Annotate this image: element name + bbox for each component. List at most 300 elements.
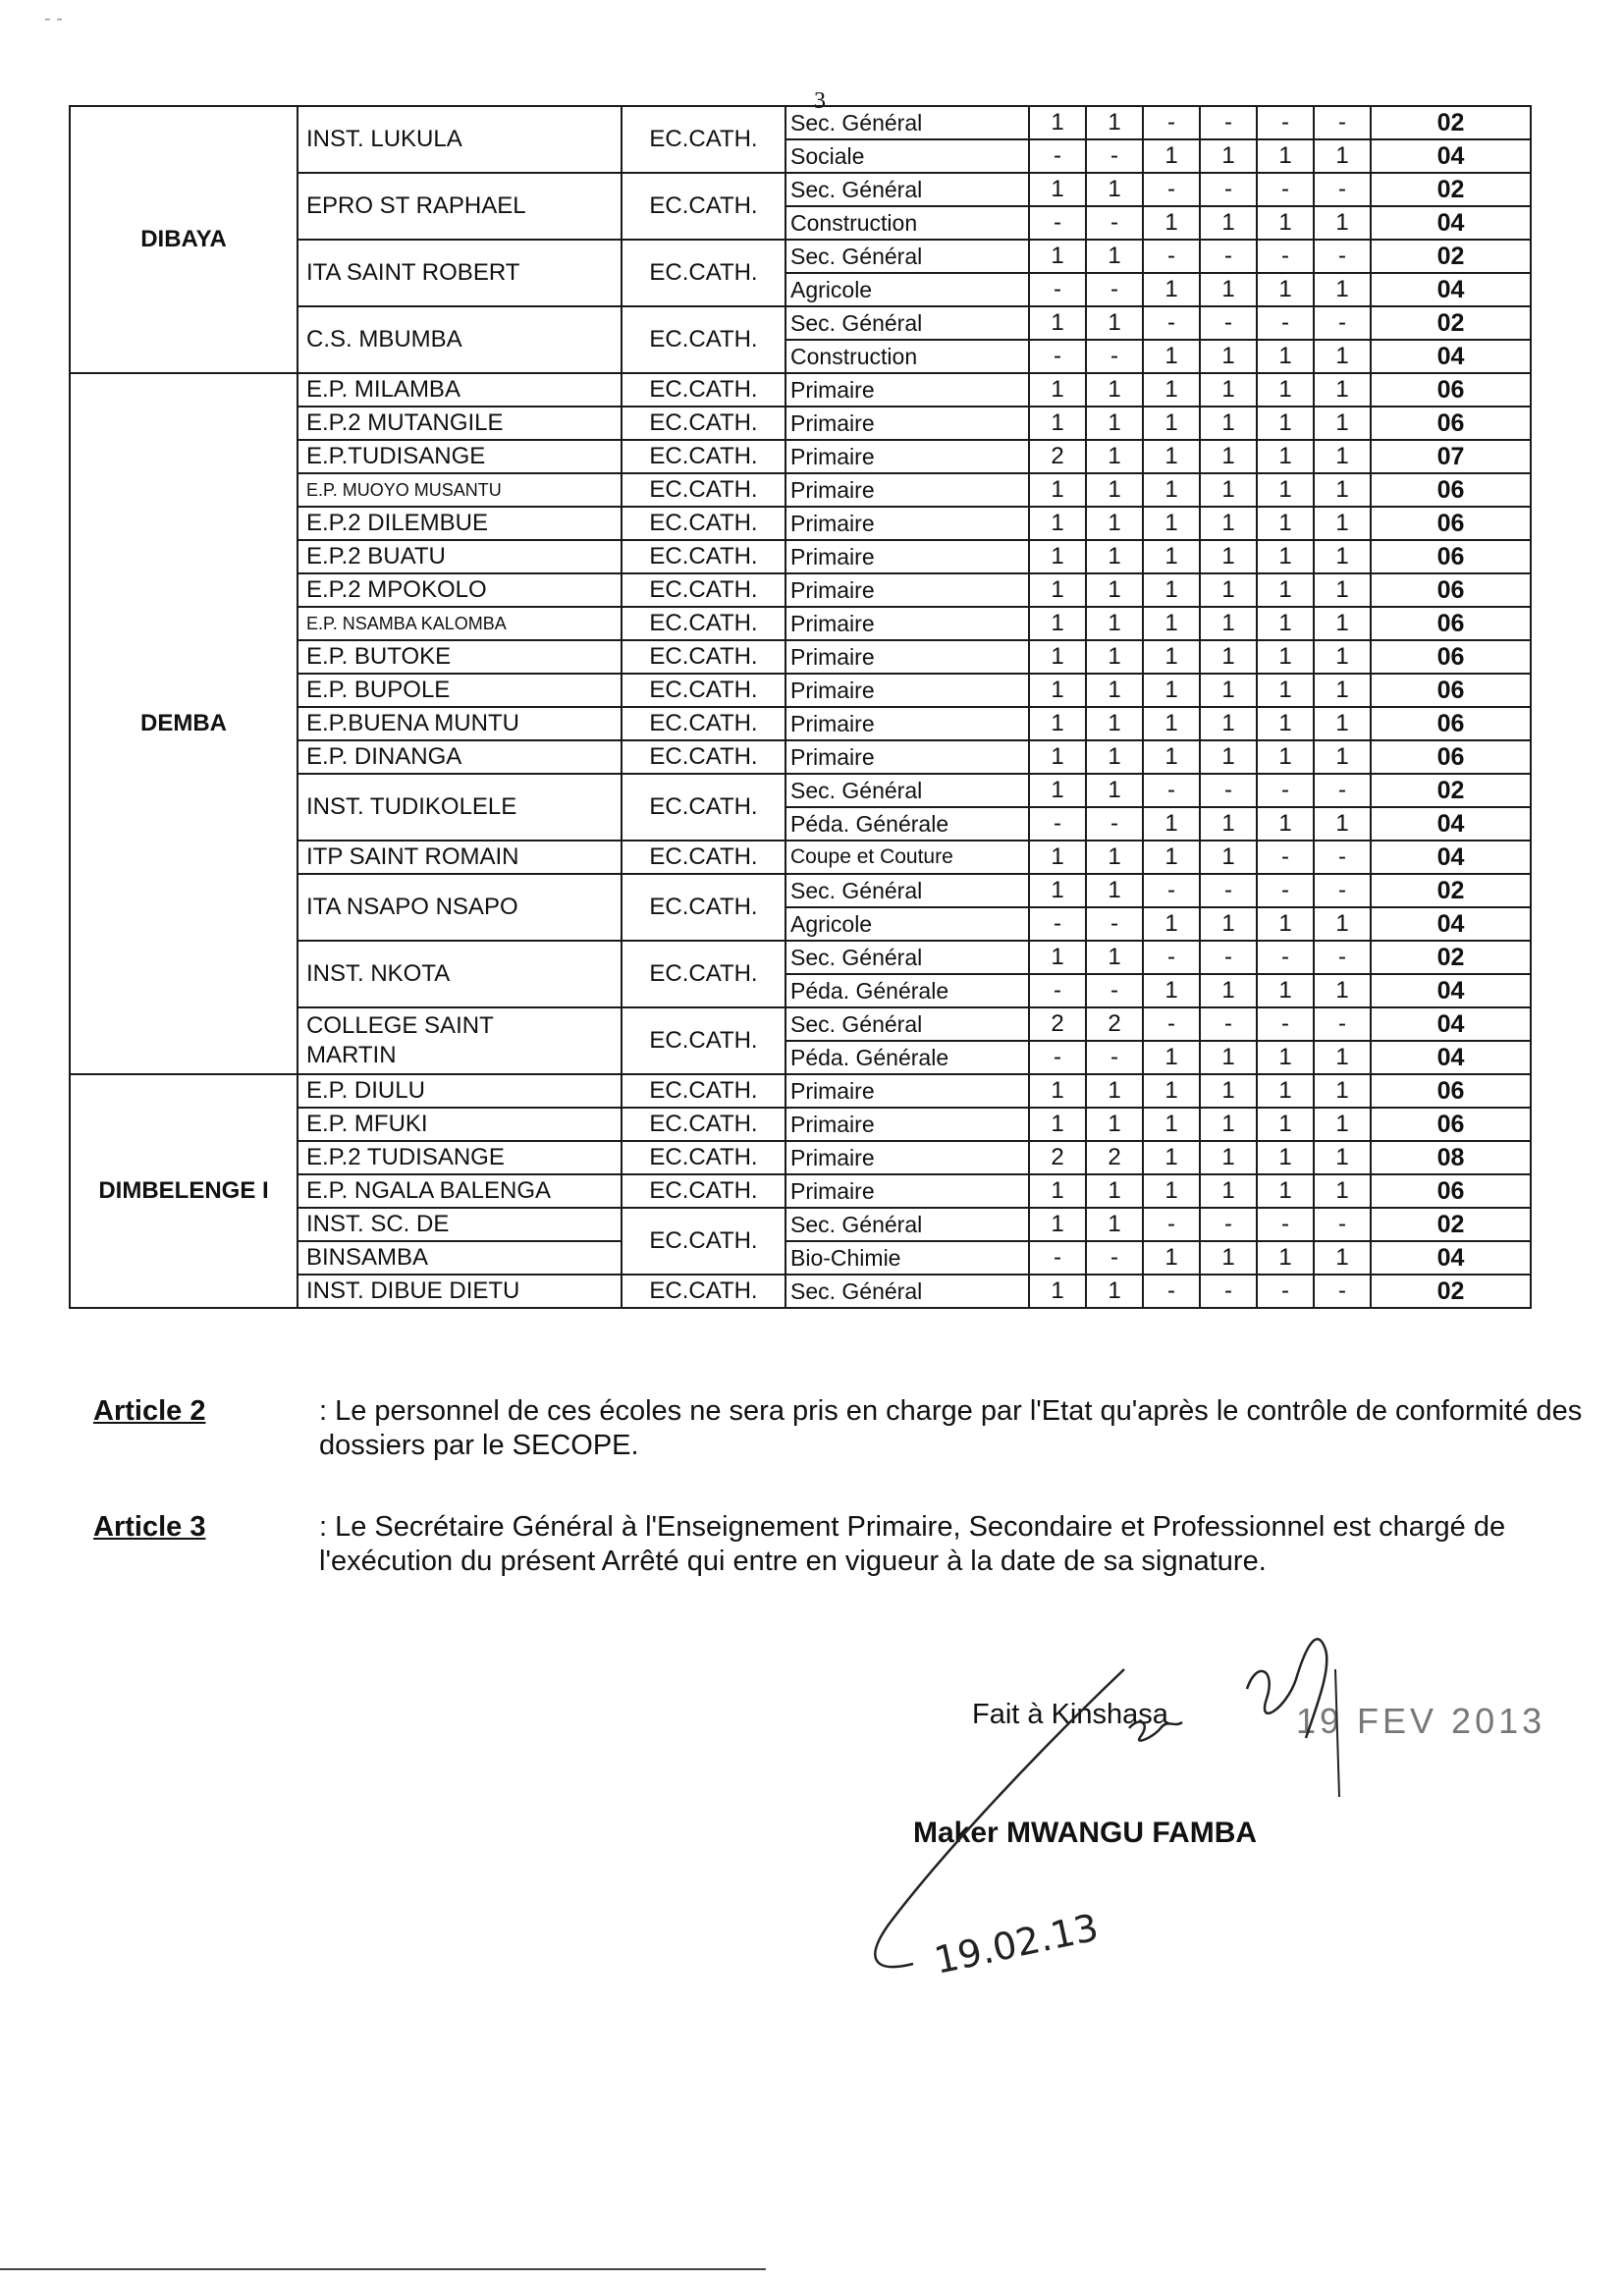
organisation-cell: EC.CATH.	[622, 607, 785, 640]
organisation-cell: EC.CATH.	[622, 240, 785, 306]
count-cell: 1	[1143, 540, 1200, 573]
total-cell: 02	[1371, 173, 1531, 206]
count-cell: 1	[1314, 507, 1371, 540]
count-cell: 1	[1314, 1174, 1371, 1208]
organisation-cell: EC.CATH.	[622, 173, 785, 240]
count-cell: 1	[1029, 473, 1086, 507]
organisation-cell: EC.CATH.	[622, 407, 785, 440]
option-cell: Primaire	[785, 1108, 1029, 1141]
count-cell: 1	[1029, 1108, 1086, 1141]
count-cell: 1	[1257, 573, 1314, 607]
count-cell: 1	[1143, 507, 1200, 540]
count-cell: -	[1029, 1241, 1086, 1275]
option-cell: Coupe et Couture	[785, 841, 1029, 874]
total-cell: 06	[1371, 507, 1531, 540]
count-cell: 1	[1200, 1141, 1257, 1174]
count-cell: 1	[1200, 1074, 1257, 1108]
count-cell: -	[1029, 1041, 1086, 1074]
count-cell: -	[1314, 941, 1371, 974]
count-cell: 1	[1086, 573, 1143, 607]
school-cell: INST. NKOTA	[298, 941, 622, 1007]
option-cell: Sec. Général	[785, 1208, 1029, 1241]
count-cell: 1	[1200, 1041, 1257, 1074]
count-cell: 1	[1086, 740, 1143, 774]
organisation-cell: EC.CATH.	[622, 1208, 785, 1275]
count-cell: 1	[1200, 707, 1257, 740]
option-cell: Sec. Général	[785, 941, 1029, 974]
count-cell: 1	[1029, 841, 1086, 874]
count-cell: 1	[1029, 507, 1086, 540]
count-cell: 1	[1200, 507, 1257, 540]
organisation-cell: EC.CATH.	[622, 707, 785, 740]
total-cell: 04	[1371, 1007, 1531, 1041]
count-cell: 1	[1143, 607, 1200, 640]
count-cell: -	[1029, 340, 1086, 373]
count-cell: 1	[1257, 907, 1314, 941]
count-cell: 1	[1086, 1208, 1143, 1241]
count-cell: 1	[1143, 807, 1200, 841]
count-cell: 1	[1257, 640, 1314, 674]
count-cell: 1	[1086, 640, 1143, 674]
organisation-cell: EC.CATH.	[622, 306, 785, 373]
count-cell: -	[1200, 106, 1257, 139]
count-cell: 2	[1086, 1007, 1143, 1041]
count-cell: 1	[1257, 707, 1314, 740]
count-cell: 1	[1086, 106, 1143, 139]
count-cell: 1	[1257, 974, 1314, 1007]
count-cell: 1	[1029, 573, 1086, 607]
count-cell: 1	[1200, 340, 1257, 373]
total-cell: 04	[1371, 807, 1531, 841]
count-cell: 2	[1029, 440, 1086, 473]
total-cell: 06	[1371, 740, 1531, 774]
school-cell: ITP SAINT ROMAIN	[298, 841, 622, 874]
count-cell: 2	[1029, 1141, 1086, 1174]
total-cell: 06	[1371, 473, 1531, 507]
total-cell: 02	[1371, 874, 1531, 907]
count-cell: -	[1029, 139, 1086, 173]
count-cell: -	[1257, 941, 1314, 974]
option-cell: Agricole	[785, 907, 1029, 941]
count-cell: 1	[1086, 507, 1143, 540]
count-cell: 1	[1200, 440, 1257, 473]
count-cell: 1	[1029, 607, 1086, 640]
count-cell: -	[1257, 240, 1314, 273]
option-cell: Sec. Général	[785, 874, 1029, 907]
school-cell: EPRO ST RAPHAEL	[298, 173, 622, 240]
count-cell: -	[1143, 306, 1200, 340]
count-cell: 1	[1200, 674, 1257, 707]
count-cell: 1	[1257, 1041, 1314, 1074]
total-cell: 06	[1371, 1074, 1531, 1108]
count-cell: 1	[1200, 640, 1257, 674]
count-cell: 2	[1086, 1141, 1143, 1174]
count-cell: -	[1143, 1007, 1200, 1041]
total-cell: 06	[1371, 573, 1531, 607]
count-cell: 1	[1257, 674, 1314, 707]
option-cell: Primaire	[785, 440, 1029, 473]
count-cell: -	[1029, 907, 1086, 941]
organisation-cell: EC.CATH.	[622, 373, 785, 407]
count-cell: -	[1143, 941, 1200, 974]
count-cell: 1	[1200, 1108, 1257, 1141]
school-cell: E.P. MFUKI	[298, 1108, 622, 1141]
bottom-rule	[0, 2268, 766, 2270]
count-cell: 1	[1143, 1074, 1200, 1108]
article-2-text: : Le personnel de ces écoles ne sera pris en charge par l'Etat qu'après le contrôle de conformité des dossiers par le SECOPE.	[319, 1395, 1583, 1461]
count-cell: 1	[1314, 674, 1371, 707]
school-cell: E.P.2 BUATU	[298, 540, 622, 573]
count-cell: 1	[1314, 974, 1371, 1007]
count-cell: -	[1200, 306, 1257, 340]
count-cell: 1	[1314, 473, 1371, 507]
count-cell: 1	[1143, 707, 1200, 740]
count-cell: 1	[1029, 407, 1086, 440]
count-cell: 1	[1029, 1208, 1086, 1241]
total-cell: 02	[1371, 106, 1531, 139]
count-cell: 1	[1200, 841, 1257, 874]
count-cell: 1	[1086, 473, 1143, 507]
option-cell: Primaire	[785, 473, 1029, 507]
count-cell: 1	[1200, 206, 1257, 240]
organisation-cell: EC.CATH.	[622, 573, 785, 607]
total-cell: 04	[1371, 273, 1531, 306]
count-cell: -	[1086, 907, 1143, 941]
school-cell: INST. SC. DE	[298, 1208, 622, 1241]
option-cell: Primaire	[785, 407, 1029, 440]
school-cell: E.P. BUTOKE	[298, 640, 622, 674]
count-cell: 1	[1086, 440, 1143, 473]
count-cell: -	[1143, 106, 1200, 139]
count-cell: 1	[1029, 1174, 1086, 1208]
school-cell: E.P.2 MUTANGILE	[298, 407, 622, 440]
organisation-cell: EC.CATH.	[622, 674, 785, 707]
school-name-line: COLLEGE SAINT	[306, 1012, 494, 1039]
count-cell: 1	[1029, 306, 1086, 340]
total-cell: 02	[1371, 1208, 1531, 1241]
school-cell: E.P. NGALA BALENGA	[298, 1174, 622, 1208]
count-cell: -	[1200, 1208, 1257, 1241]
count-cell: 1	[1086, 373, 1143, 407]
count-cell: 2	[1029, 1007, 1086, 1041]
count-cell: 1	[1143, 640, 1200, 674]
count-cell: 1	[1086, 1174, 1143, 1208]
svg-text:19.02.13: 19.02.13	[930, 1905, 1103, 1982]
count-cell: 1	[1257, 340, 1314, 373]
page-number: 3	[814, 88, 826, 114]
count-cell: 1	[1257, 139, 1314, 173]
total-cell: 04	[1371, 841, 1531, 874]
option-cell: Primaire	[785, 573, 1029, 607]
school-cell: ITA SAINT ROBERT	[298, 240, 622, 306]
count-cell: 1	[1314, 440, 1371, 473]
option-cell: Primaire	[785, 740, 1029, 774]
count-cell: 1	[1029, 240, 1086, 273]
count-cell: -	[1086, 1241, 1143, 1275]
count-cell: 1	[1143, 139, 1200, 173]
count-cell: -	[1314, 1208, 1371, 1241]
organisation-cell: EC.CATH.	[622, 540, 785, 573]
count-cell: 1	[1257, 1241, 1314, 1275]
school-cell: E.P. DIULU	[298, 1074, 622, 1108]
option-cell: Sec. Général	[785, 1007, 1029, 1041]
scan-mark: - -	[44, 8, 63, 29]
count-cell: 1	[1143, 273, 1200, 306]
school-cell: E.P.TUDISANGE	[298, 440, 622, 473]
count-cell: -	[1029, 206, 1086, 240]
school-cell: INST. DIBUE DIETU	[298, 1275, 622, 1308]
count-cell: 1	[1143, 841, 1200, 874]
total-cell: 04	[1371, 206, 1531, 240]
organisation-cell: EC.CATH.	[622, 440, 785, 473]
option-cell: Primaire	[785, 1074, 1029, 1108]
count-cell: -	[1257, 1275, 1314, 1308]
count-cell: 1	[1314, 807, 1371, 841]
school-cell: E.P.2 TUDISANGE	[298, 1141, 622, 1174]
organisation-cell: EC.CATH.	[622, 473, 785, 507]
count-cell: 1	[1086, 306, 1143, 340]
school-cell: BINSAMBA	[298, 1241, 622, 1275]
count-cell: -	[1143, 774, 1200, 807]
school-cell: E.P. MILAMBA	[298, 373, 622, 407]
count-cell: 1	[1143, 974, 1200, 1007]
option-cell: Primaire	[785, 640, 1029, 674]
option-cell: Sec. Général	[785, 306, 1029, 340]
count-cell: -	[1314, 1007, 1371, 1041]
count-cell: 1	[1200, 407, 1257, 440]
count-cell: -	[1314, 874, 1371, 907]
count-cell: -	[1257, 306, 1314, 340]
count-cell: -	[1200, 774, 1257, 807]
option-cell: Primaire	[785, 540, 1029, 573]
count-cell: 1	[1200, 473, 1257, 507]
option-cell: Primaire	[785, 507, 1029, 540]
count-cell: -	[1029, 807, 1086, 841]
total-cell: 04	[1371, 907, 1531, 941]
option-cell: Sec. Général	[785, 240, 1029, 273]
count-cell: 1	[1143, 1108, 1200, 1141]
count-cell: 1	[1200, 273, 1257, 306]
school-cell: E.P.2 MPOKOLO	[298, 573, 622, 607]
school-cell: E.P.2 DILEMBUE	[298, 507, 622, 540]
count-cell: -	[1086, 206, 1143, 240]
count-cell: 1	[1029, 941, 1086, 974]
count-cell: -	[1314, 1275, 1371, 1308]
count-cell: -	[1143, 1208, 1200, 1241]
total-cell: 04	[1371, 139, 1531, 173]
total-cell: 06	[1371, 674, 1531, 707]
count-cell: -	[1143, 240, 1200, 273]
count-cell: 1	[1257, 740, 1314, 774]
count-cell: 1	[1314, 1041, 1371, 1074]
total-cell: 04	[1371, 1041, 1531, 1074]
total-cell: 04	[1371, 340, 1531, 373]
total-cell: 02	[1371, 306, 1531, 340]
option-cell: Sec. Général	[785, 106, 1029, 139]
school-cell: E.P. MUOYO MUSANTU	[298, 473, 622, 507]
count-cell: 1	[1200, 607, 1257, 640]
school-cell: E.P. BUPOLE	[298, 674, 622, 707]
total-cell: 06	[1371, 1174, 1531, 1208]
count-cell: 1	[1314, 573, 1371, 607]
organisation-cell: EC.CATH.	[622, 740, 785, 774]
count-cell: 1	[1143, 1241, 1200, 1275]
organisation-cell: EC.CATH.	[622, 1074, 785, 1108]
total-cell: 02	[1371, 240, 1531, 273]
count-cell: 1	[1086, 1074, 1143, 1108]
count-cell: 1	[1086, 1275, 1143, 1308]
count-cell: 1	[1029, 740, 1086, 774]
count-cell: -	[1143, 1275, 1200, 1308]
organisation-cell: EC.CATH.	[622, 507, 785, 540]
count-cell: 1	[1029, 640, 1086, 674]
count-cell: 1	[1200, 974, 1257, 1007]
option-cell: Primaire	[785, 373, 1029, 407]
option-cell: Agricole	[785, 273, 1029, 306]
count-cell: 1	[1257, 1074, 1314, 1108]
district-cell: DIBAYA	[70, 106, 298, 373]
organisation-cell: EC.CATH.	[622, 1108, 785, 1141]
school-cell: E.P.BUENA MUNTU	[298, 707, 622, 740]
total-cell: 08	[1371, 1141, 1531, 1174]
option-cell: Primaire	[785, 674, 1029, 707]
count-cell: 1	[1086, 707, 1143, 740]
count-cell: 1	[1029, 774, 1086, 807]
count-cell: 1	[1257, 540, 1314, 573]
count-cell: 1	[1143, 907, 1200, 941]
count-cell: 1	[1200, 573, 1257, 607]
count-cell: 1	[1257, 807, 1314, 841]
count-cell: -	[1200, 240, 1257, 273]
organisation-cell: EC.CATH.	[622, 841, 785, 874]
count-cell: -	[1086, 974, 1143, 1007]
count-cell: 1	[1257, 607, 1314, 640]
school-cell: E.P. DINANGA	[298, 740, 622, 774]
count-cell: -	[1086, 139, 1143, 173]
count-cell: 1	[1314, 707, 1371, 740]
count-cell: 1	[1314, 907, 1371, 941]
count-cell: -	[1143, 874, 1200, 907]
count-cell: 1	[1200, 1174, 1257, 1208]
school-name-line: MARTIN	[306, 1042, 397, 1068]
count-cell: 1	[1257, 373, 1314, 407]
count-cell: 1	[1314, 607, 1371, 640]
organisation-cell: EC.CATH.	[622, 1275, 785, 1308]
count-cell: -	[1086, 340, 1143, 373]
total-cell: 06	[1371, 373, 1531, 407]
option-cell: Péda. Générale	[785, 974, 1029, 1007]
total-cell: 06	[1371, 640, 1531, 674]
total-cell: 06	[1371, 407, 1531, 440]
count-cell: 1	[1143, 1174, 1200, 1208]
school-cell: INST. TUDIKOLELE	[298, 774, 622, 841]
count-cell: -	[1200, 941, 1257, 974]
district-cell: DIMBELENGE I	[70, 1074, 298, 1308]
count-cell: 1	[1086, 941, 1143, 974]
total-cell: 02	[1371, 941, 1531, 974]
count-cell: -	[1314, 306, 1371, 340]
count-cell: 1	[1086, 874, 1143, 907]
count-cell: -	[1029, 273, 1086, 306]
count-cell: 1	[1029, 707, 1086, 740]
count-cell: 1	[1143, 674, 1200, 707]
article-2-label: Article 2	[93, 1395, 206, 1427]
option-cell: Construction	[785, 340, 1029, 373]
count-cell: -	[1143, 173, 1200, 206]
school-cell: INST. LUKULA	[298, 106, 622, 173]
school-cell: C.S. MBUMBA	[298, 306, 622, 373]
option-cell: Primaire	[785, 1174, 1029, 1208]
count-cell: 1	[1086, 240, 1143, 273]
article-3-label: Article 3	[93, 1511, 206, 1543]
count-cell: 1	[1314, 206, 1371, 240]
count-cell: -	[1200, 874, 1257, 907]
count-cell: -	[1200, 1275, 1257, 1308]
count-cell: 1	[1314, 273, 1371, 306]
count-cell: 1	[1200, 139, 1257, 173]
stamp-date: 19 FEV 2013	[1296, 1701, 1546, 1741]
school-cell: ITA NSAPO NSAPO	[298, 874, 622, 941]
count-cell: -	[1200, 1007, 1257, 1041]
count-cell: 1	[1200, 907, 1257, 941]
count-cell: 1	[1314, 407, 1371, 440]
option-cell: Primaire	[785, 1141, 1029, 1174]
total-cell: 06	[1371, 607, 1531, 640]
total-cell: 06	[1371, 707, 1531, 740]
organisation-cell: EC.CATH.	[622, 1007, 785, 1074]
count-cell: -	[1314, 173, 1371, 206]
count-cell: 1	[1257, 1108, 1314, 1141]
count-cell: 1	[1257, 1141, 1314, 1174]
count-cell: 1	[1029, 674, 1086, 707]
count-cell: -	[1086, 807, 1143, 841]
count-cell: 1	[1143, 473, 1200, 507]
option-cell: Sec. Général	[785, 173, 1029, 206]
count-cell: 1	[1029, 173, 1086, 206]
count-cell: -	[1314, 240, 1371, 273]
count-cell: 1	[1314, 1074, 1371, 1108]
count-cell: -	[1314, 774, 1371, 807]
count-cell: 1	[1314, 1241, 1371, 1275]
total-cell: 04	[1371, 974, 1531, 1007]
total-cell: 06	[1371, 1108, 1531, 1141]
count-cell: 1	[1257, 507, 1314, 540]
count-cell: 1	[1086, 173, 1143, 206]
count-cell: 1	[1314, 139, 1371, 173]
organisation-cell: EC.CATH.	[622, 941, 785, 1007]
organisation-cell: EC.CATH.	[622, 1141, 785, 1174]
count-cell: 1	[1143, 1141, 1200, 1174]
count-cell: -	[1257, 1208, 1314, 1241]
count-cell: 1	[1029, 1074, 1086, 1108]
count-cell: 1	[1029, 1275, 1086, 1308]
district-cell: DEMBA	[70, 373, 298, 1074]
count-cell: 1	[1086, 674, 1143, 707]
count-cell: 1	[1029, 540, 1086, 573]
total-cell: 07	[1371, 440, 1531, 473]
option-cell: Primaire	[785, 707, 1029, 740]
option-cell: Sec. Général	[785, 1275, 1029, 1308]
count-cell: -	[1257, 173, 1314, 206]
count-cell: 1	[1257, 440, 1314, 473]
count-cell: 1	[1257, 206, 1314, 240]
count-cell: -	[1086, 1041, 1143, 1074]
count-cell: 1	[1143, 440, 1200, 473]
option-cell: Bio-Chimie	[785, 1241, 1029, 1275]
count-cell: 1	[1086, 407, 1143, 440]
count-cell: 1	[1200, 540, 1257, 573]
total-cell: 06	[1371, 540, 1531, 573]
